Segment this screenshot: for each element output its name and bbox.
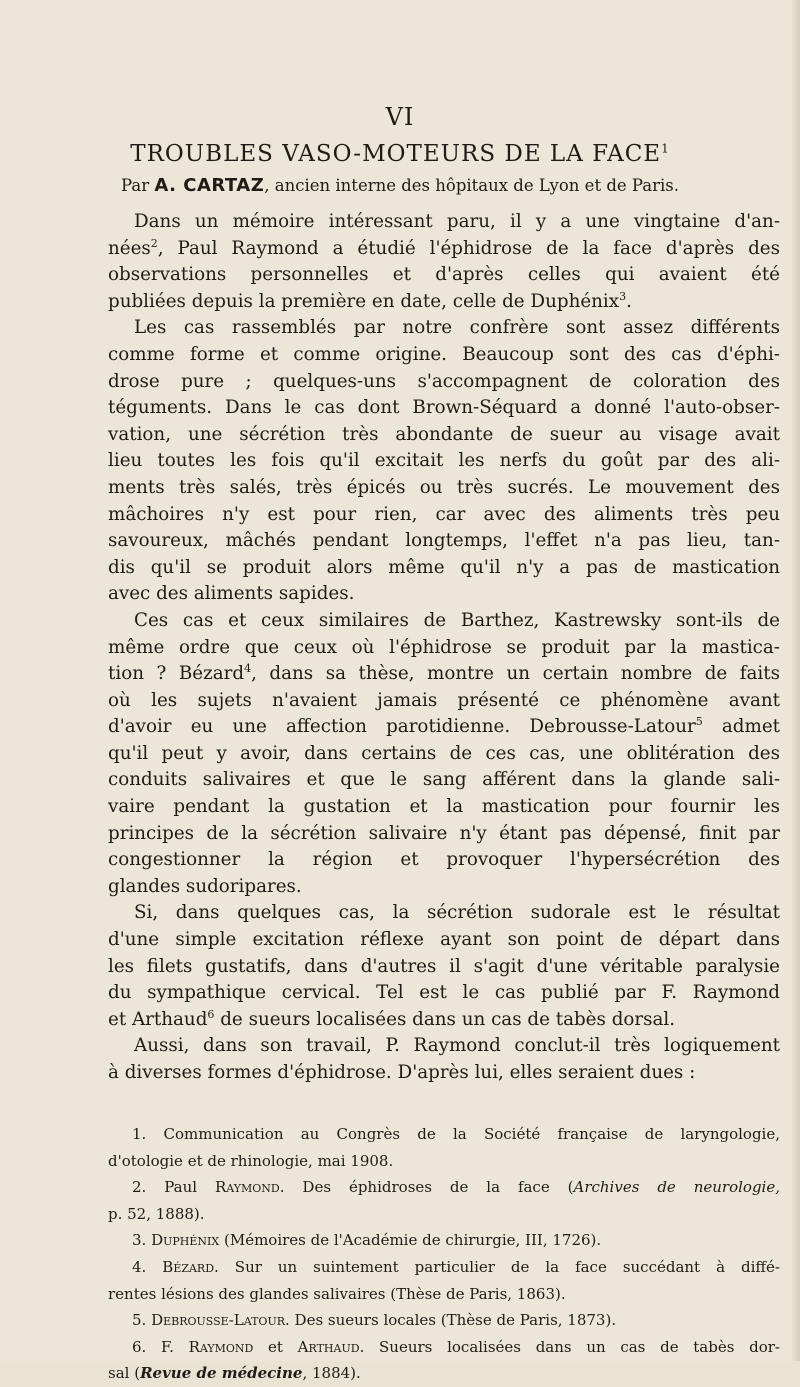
text-line: lieu toutes les fois qu'il excitait les nerfs du goût par des ali-: [108, 450, 780, 472]
text-line: même ordre que ceux où l'éphidrose se produit par la mastica-: [108, 636, 780, 658]
text-line: congestionner la région et provoquer l'hypersécrétion des: [108, 849, 780, 871]
author-name: A. CARTAZ: [154, 175, 265, 196]
article-title: [0, 141, 800, 167]
footnote-line: p. 52, 1888).: [108, 1204, 205, 1223]
text-line: Ces cas et ceux similaires de Barthez, Kastrewsky sont-ils de: [134, 609, 780, 631]
footnote-ref: 2: [150, 236, 158, 250]
text-line: nées$^2$, Paul Raymond a étudié l'éphidrose de la face d'après des: [108, 236, 780, 259]
footnote-line: rentes lésions des glandes salivaires (Thèse de Paris, 1863).: [108, 1284, 566, 1303]
text-line: observations personnelles et d'après celles qui avaient été: [108, 264, 780, 286]
footnote-line: 5. Debrousse-Latour. Des sueurs locales (Thèse de Paris, 1873).: [132, 1311, 617, 1330]
footnote-line: 6. F. Raymond et Arthaud. Sueurs localisées dans un cas de tabès dor-: [132, 1337, 780, 1356]
byline: [0, 175, 800, 196]
text-line: conduits salivaires et que le sang afférent dans la glande sali-: [108, 769, 780, 791]
text-line: ments très salés, très épicés ou très sucrés. Le mouvement des: [108, 476, 780, 498]
text-line: du sympathique cervical. Tel est le cas publié par F. Raymond: [108, 982, 780, 1004]
article-body: [108, 209, 780, 1087]
footnote-line: 4. Bézard. Sur un suintement particulier de la face succédant à diffé-: [132, 1257, 780, 1276]
footnote-ref: 6: [207, 1007, 215, 1021]
text-line: les filets gustatifs, dans d'autres il s'agit d'une véritable paralysie: [108, 955, 780, 977]
text-line: où les sujets n'avaient jamais présenté ce phénomène avant: [108, 689, 780, 711]
text-line: tion ? Bézard$^4$, dans sa thèse, montre un certain nombre de faits: [108, 662, 780, 685]
footnote-line: 3. Duphénix (Mémoires de l'Académie de chirurgie, III, 1726).: [132, 1231, 602, 1250]
text-line: Les cas rassemblés par notre confrère sont assez différents: [134, 317, 780, 339]
text-line: principes de la sécrétion salivaire n'y étant pas dépensé, finit par: [108, 822, 780, 844]
text-line: d'une simple excitation réflexe ayant son point de départ dans: [108, 929, 780, 951]
text-line: drose pure ; quelques-uns s'accompagnent de coloration des: [108, 370, 780, 392]
text-line: vaire pendant la gustation et la mastication pour fournir les: [108, 796, 780, 818]
footnotes: [108, 1121, 780, 1387]
footnote-line: d'otologie et de rhinologie, mai 1908.: [108, 1151, 394, 1170]
byline-prefix: Par: [121, 176, 155, 195]
chapter-number: VI: [385, 103, 415, 131]
page-edge: [792, 0, 800, 1361]
footnote-line: 2. Paul Raymond. Des éphidroses de la face (Archives de neurologie,: [132, 1178, 780, 1197]
text-line: vation, une sécrétion très abondante de sueur au visage avait: [108, 423, 780, 445]
title-text: TROUBLES VASO-MOTEURS DE LA FACE: [130, 141, 662, 167]
text-line: avec des aliments sapides.: [108, 583, 355, 605]
text-line: publiées depuis la première en date, celle de Duphénix$^3$.: [108, 289, 632, 312]
text-line: et Arthaud$^6$ de sueurs localisées dans un cas de tabès dorsal.: [108, 1007, 676, 1030]
text-line: téguments. Dans le cas dont Brown-Séquard a donné l'auto-obser-: [108, 397, 780, 419]
footnote-ref: 5: [695, 715, 703, 729]
text-line: savoureux, mâchés pendant longtemps, l'effet n'a pas lieu, tan-: [108, 530, 780, 552]
text-line: glandes sudoripares.: [108, 875, 302, 897]
text-line: à diverses formes d'éphidrose. D'après lui, elles seraient dues :: [108, 1062, 696, 1083]
footnote-ref: 3: [619, 289, 627, 303]
text-line: dis qu'il se produit alors même qu'il n'y a pas de mastication: [108, 556, 780, 578]
footnote-ref: 4: [244, 662, 252, 675]
text-line: Aussi, dans son travail, P. Raymond conclut-il très logiquement: [134, 1035, 780, 1057]
text-line: Dans un mémoire intéressant paru, il y a une vingtaine d'an-: [134, 211, 780, 232]
text-line: mâchoires n'y est pour rien, car avec des aliments très peu: [108, 503, 780, 525]
footnote-line: sal (Revue de médecine, 1884).: [108, 1364, 361, 1383]
author-affiliation: , ancien interne des hôpitaux de Lyon et de Paris.: [264, 176, 679, 195]
text-line: comme forme et comme origine. Beaucoup sont des cas d'éphi-: [108, 343, 780, 365]
text-line: qu'il peut y avoir, dans certains de ces cas, une oblitération des: [108, 742, 780, 764]
text-line: d'avoir eu une affection parotidienne. Debrousse-Latour$^5$ admet: [108, 715, 780, 738]
text-line: Si, dans quelques cas, la sécrétion sudorale est le résultat: [134, 902, 780, 924]
footnote-line: 1. Communication au Congrès de la Société française de laryngologie,: [132, 1125, 780, 1143]
footnote-ref: 1: [661, 141, 670, 156]
